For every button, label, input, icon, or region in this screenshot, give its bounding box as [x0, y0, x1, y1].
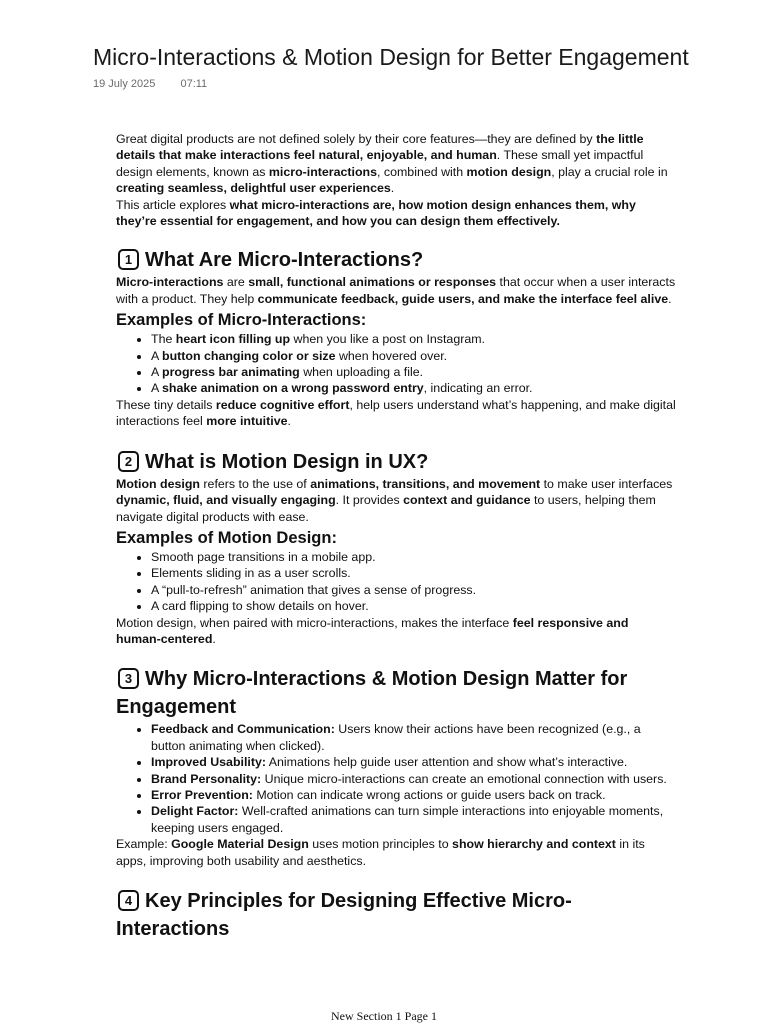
text-run: Smooth page transitions in a mobile app. — [151, 549, 376, 564]
bold-text: animations, transitions, and movement — [310, 476, 541, 491]
text-run: Elements sliding in as a user scrolls. — [151, 566, 351, 581]
text-run: uses motion principles to — [308, 837, 453, 852]
text-run: when you like a post on Instagram. — [290, 332, 485, 347]
list-item — [151, 754, 676, 770]
section-3-heading — [116, 665, 676, 721]
bold-text: show hierarchy and context — [452, 837, 616, 852]
text-run: Animations help guide user attention and show what’s interactive. — [265, 755, 628, 770]
bold-text: Error Prevention: — [151, 787, 253, 802]
text-run: These tiny details — [116, 397, 216, 412]
list-item — [151, 348, 676, 364]
list-item — [151, 380, 676, 396]
bold-text: Google Material Design — [171, 837, 309, 852]
bold-text: Brand Personality: — [151, 771, 262, 786]
bold-text: communicate feedback, guide users, and make the interface feel alive — [257, 291, 669, 306]
bold-text: progress bar animating — [162, 365, 300, 380]
bold-text: shake animation on a wrong password entry — [162, 381, 424, 396]
section-1-paragraph-1 — [116, 274, 676, 307]
text-run: A card flipping to show details on hover. — [151, 599, 369, 614]
page-meta — [93, 78, 229, 90]
bold-text: heart icon filling up — [175, 332, 291, 347]
bold-text: feel responsive and human-centered — [116, 615, 629, 646]
intro-paragraph-2 — [116, 197, 676, 230]
text-run: , combined with — [377, 164, 467, 179]
list-item — [151, 803, 676, 836]
section-1-title: What Are Micro-Interactions? — [145, 249, 424, 272]
list-item — [151, 771, 676, 787]
bold-text: button changing color or size — [162, 348, 336, 363]
text-run: Great digital products are not defined solely by their core features—they are defined by — [116, 132, 597, 146]
text-run: A — [151, 348, 163, 363]
bold-text: context and guidance — [403, 493, 531, 508]
bold-text: Delight Factor: — [151, 804, 239, 819]
section-4-title: Key Principles for Designing Effective Micro-Interactions — [116, 890, 572, 940]
text-run: , play a crucial role in — [551, 164, 668, 179]
text-run: to make user interfaces — [540, 476, 673, 491]
text-run: The — [151, 332, 176, 347]
text-run: A — [151, 381, 163, 396]
list-item — [151, 721, 676, 754]
list-item — [151, 582, 676, 598]
text-run: Well-crafted animations can turn simple interactions into enjoyable moments, keeping users engaged. — [151, 804, 664, 835]
bold-text: micro-interactions — [268, 164, 378, 179]
bold-text: the little details that make interactions feel natural, enjoyable, and human — [116, 132, 644, 163]
text-run: when hovered over. — [335, 348, 448, 363]
section-1-heading — [116, 246, 676, 274]
bold-text: what micro-interactions are, how motion design enhances them, why they’re essential for engagement, and how you can design them effectively. — [116, 197, 636, 229]
text-run: . — [287, 414, 291, 429]
text-run: when uploading a file. — [299, 365, 424, 380]
text-run: refers to the use of — [199, 476, 311, 491]
bold-text: motion design — [466, 164, 552, 179]
section-3-title: Why Micro-Interactions & Motion Design Matter for Engagement — [116, 668, 628, 719]
text-run: This article explores — [116, 197, 230, 212]
list-item — [151, 364, 676, 380]
section-2-paragraph-2 — [116, 615, 676, 648]
bold-text: more intuitive — [206, 414, 288, 429]
bold-text: Motion design — [116, 476, 200, 491]
page-title: Micro-Interactions & Motion Design for Better Engagement — [93, 44, 689, 70]
text-run: , indicating an error. — [423, 381, 533, 396]
page-time: 07:11 — [180, 78, 208, 90]
text-run: Motion design, when paired with micro-interactions, makes the interface — [116, 615, 513, 630]
section-2-paragraph-1 — [116, 476, 676, 525]
section-2-heading — [116, 448, 676, 476]
bold-text: dynamic, fluid, and visually engaging — [116, 493, 336, 508]
bold-text: small, functional animations or responses — [248, 275, 497, 290]
text-run: , help users understand what’s happening, and make digital interactions feel — [116, 397, 676, 429]
bold-text: reduce cognitive effort — [215, 397, 350, 412]
intro-paragraph-1 — [116, 131, 676, 197]
number-3-icon: 3 — [118, 668, 139, 689]
bold-text: Feedback and Communication: — [151, 722, 335, 737]
section-3-paragraph-2 — [116, 836, 676, 869]
number-1-icon: 1 — [118, 249, 139, 270]
text-run: to users, helping them navigate digital products with ease. — [116, 493, 656, 524]
text-run: Users know their actions have been recognized (e.g., a button animating when clicked). — [151, 722, 641, 753]
text-run: Motion can indicate wrong actions or guide users back on track. — [252, 787, 606, 802]
page-footer: New Section 1 Page 1 — [331, 1009, 437, 1023]
text-run: that occur when a user interacts with a product. They help — [116, 275, 676, 306]
section-2-title: What is Motion Design in UX? — [145, 450, 429, 473]
text-run: . — [668, 291, 672, 306]
text-run: Unique micro-interactions can create an emotional connection with users. — [261, 771, 667, 786]
section-1-subheading: Examples of Micro-Interactions: — [116, 311, 367, 330]
number-2-icon: 2 — [118, 451, 139, 472]
bold-text: Improved Usability: — [151, 755, 266, 770]
article-body — [116, 131, 676, 943]
section-1-paragraph-2 — [116, 397, 676, 430]
number-4-icon: 4 — [118, 890, 139, 911]
list-item — [151, 787, 676, 803]
section-4-heading — [116, 887, 676, 943]
text-run: . These small yet impactful design elements, known as — [116, 148, 644, 179]
list-item — [151, 565, 676, 581]
section-1-list — [116, 331, 676, 397]
list-item — [151, 549, 676, 565]
text-run: A — [151, 365, 163, 380]
text-run: . — [390, 181, 395, 196]
text-run: in its apps, improving both usability and aesthetics. — [116, 837, 645, 868]
text-run: are — [223, 275, 249, 290]
section-2-list — [116, 549, 676, 615]
section-2-subheading: Examples of Motion Design: — [116, 528, 337, 547]
list-item — [151, 331, 676, 347]
text-run: . It provides — [335, 493, 404, 508]
bold-text: Micro-interactions — [116, 275, 224, 290]
bold-text: creating seamless, delightful user experiences — [116, 181, 391, 196]
page-date: 19 July 2025 — [93, 78, 156, 90]
text-run: A “pull-to-refresh” animation that gives a sense of progress. — [151, 582, 477, 597]
text-run: Example: — [116, 837, 172, 852]
list-item — [151, 598, 676, 614]
section-3-list — [116, 721, 676, 836]
text-run: . — [212, 631, 216, 646]
